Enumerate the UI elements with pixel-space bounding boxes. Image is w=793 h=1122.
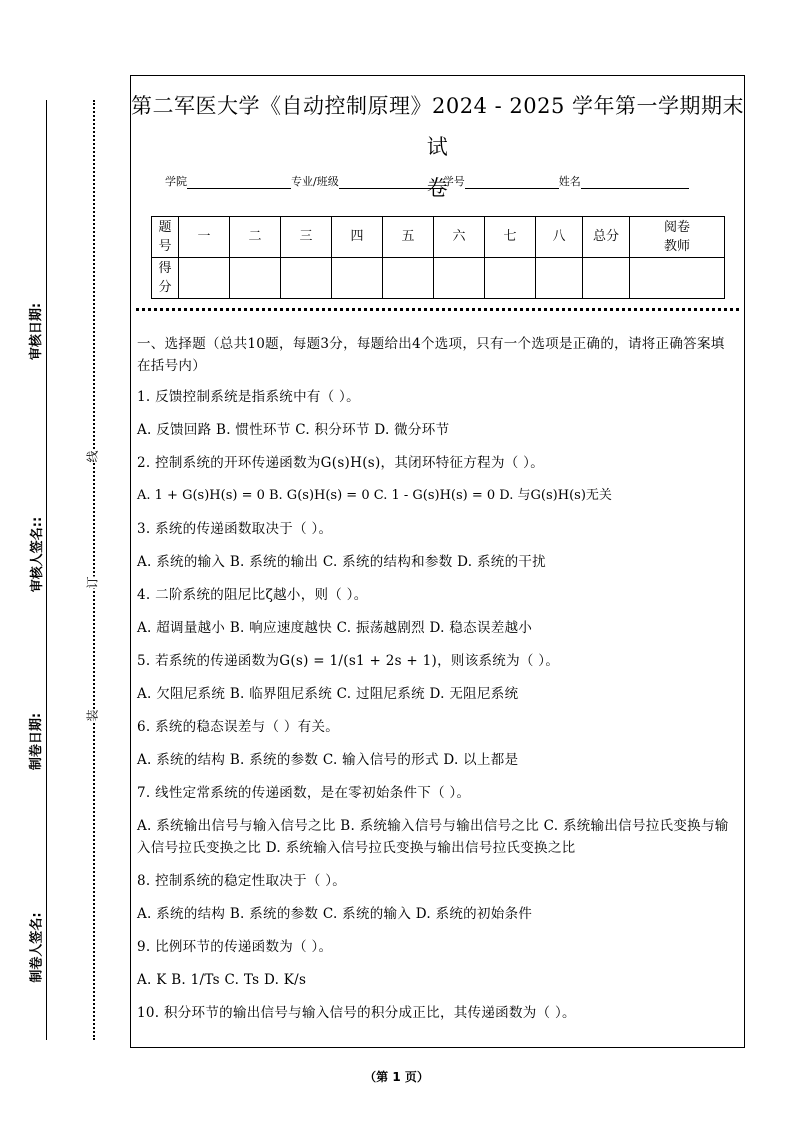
col-6: 六 bbox=[434, 217, 485, 258]
score-cell-1[interactable] bbox=[179, 258, 230, 299]
student-id-blank[interactable] bbox=[465, 176, 559, 189]
question-4-options: A. 超调量越小 B. 响应速度越快 C. 振荡越剧烈 D. 稳态误差越小 bbox=[137, 620, 533, 636]
question-9: 9. 比例环节的传递函数为（ ）。 bbox=[137, 939, 333, 955]
score-cell-4[interactable] bbox=[332, 258, 383, 299]
col-1: 一 bbox=[179, 217, 230, 258]
col-reviewer bbox=[630, 217, 725, 258]
exam-frame bbox=[130, 75, 745, 1048]
major-class-label: 专业/班级 bbox=[291, 175, 339, 188]
review-date-label: 审核日期: bbox=[29, 302, 45, 361]
name-blank[interactable] bbox=[581, 176, 689, 189]
question-6-options: A. 系统的结构 B. 系统的参数 C. 输入信号的形式 D. 以上都是 bbox=[137, 752, 519, 768]
question-3-options: A. 系统的输入 B. 系统的输出 C. 系统的结构和参数 D. 系统的干扰 bbox=[137, 554, 546, 570]
college-label: 学院 bbox=[165, 175, 187, 188]
score-table bbox=[151, 216, 725, 299]
col-8: 八 bbox=[536, 217, 583, 258]
question-4: 4. 二阶系统的阻尼比ζ越小，则（ ）。 bbox=[137, 587, 368, 603]
col-total: 总分 bbox=[583, 217, 630, 258]
question-2-options: A. 1 + G(s)H(s) = 0 B. G(s)H(s) = 0 C. 1 - G(s)H(s) = 0 D. 与G(s)H(s)无关 bbox=[137, 488, 612, 503]
question-3: 3. 系统的传递函数取决于（ ）。 bbox=[137, 521, 333, 537]
college-blank[interactable] bbox=[187, 176, 291, 189]
student-info-row bbox=[165, 173, 689, 189]
section-1-heading: 一、选择题（总共10题，每题3分，每题给出4个选项，只有一个选项是正确的，请将正确答案填在括号内） bbox=[137, 336, 725, 374]
section-1 bbox=[137, 333, 737, 1035]
question-2: 2. 控制系统的开环传递函数为G(s)H(s)，其闭环特征方程为（ ）。 bbox=[137, 455, 544, 471]
exam-title bbox=[131, 86, 744, 209]
binding-char-install: 装 bbox=[85, 709, 100, 722]
col-2: 二 bbox=[230, 217, 281, 258]
binding-dotted-line bbox=[93, 100, 95, 1040]
col-3: 三 bbox=[281, 217, 332, 258]
reviewer-label: 阅卷教师 bbox=[663, 220, 690, 254]
made-date-label: 制卷日期: bbox=[29, 712, 45, 771]
score-cell-total[interactable] bbox=[583, 258, 630, 299]
col-7: 七 bbox=[485, 217, 536, 258]
student-id-label: 学号 bbox=[442, 175, 465, 188]
question-5-options: A. 欠阻尼系统 B. 临界阻尼系统 C. 过阻尼系统 D. 无阻尼系统 bbox=[137, 686, 519, 702]
row-label-question bbox=[152, 217, 179, 258]
question-7-options: A. 系统输出信号与输入信号之比 B. 系统输入信号与输出信号之比 C. 系统输出信号拉氏变换与输入信号拉氏变换之比 D. 系统输入信号拉氏变换与输出信号拉氏变换之比 bbox=[137, 818, 729, 856]
exam-title-line2: 卷 bbox=[426, 176, 449, 200]
question-10: 10. 积分环节的输出信号与输入信号的积分成正比，其传递函数为（ ）。 bbox=[137, 1005, 576, 1021]
question-1: 1. 反馈控制系统是指系统中有（ ）。 bbox=[137, 389, 360, 405]
score-cell-reviewer[interactable] bbox=[630, 258, 725, 299]
question-no-label: 题号 bbox=[158, 220, 172, 254]
question-1-options: A. 反馈回路 B. 惯性环节 C. 积分环节 D. 微分环节 bbox=[137, 422, 450, 438]
score-cell-7[interactable] bbox=[485, 258, 536, 299]
reviewer-sign-label: 审核人签名:: bbox=[30, 516, 46, 593]
score-cell-2[interactable] bbox=[230, 258, 281, 299]
name-label: 姓名 bbox=[558, 175, 581, 188]
binding-char-order: 订 bbox=[85, 576, 100, 589]
question-8: 8. 控制系统的稳定性取决于（ ）。 bbox=[137, 873, 347, 889]
margin-solid-line bbox=[46, 100, 47, 1040]
score-table-score-row bbox=[152, 258, 725, 299]
question-6: 6. 系统的稳态误差与（ ）有关。 bbox=[137, 719, 340, 735]
row-label-score bbox=[152, 258, 179, 299]
col-5: 五 bbox=[383, 217, 434, 258]
exam-title-line1: 第二军医大学《自动控制原理》2024 - 2025 学年第一学期期末试 bbox=[131, 94, 745, 159]
question-9-options: A. K B. 1/Ts C. Ts D. K/s bbox=[137, 972, 307, 988]
question-7: 7. 线性定常系统的传递函数，是在零初始条件下（ ）。 bbox=[137, 785, 471, 801]
col-4: 四 bbox=[332, 217, 383, 258]
score-cell-6[interactable] bbox=[434, 258, 485, 299]
score-cell-3[interactable] bbox=[281, 258, 332, 299]
question-8-options: A. 系统的结构 B. 系统的参数 C. 系统的输入 D. 系统的初始条件 bbox=[137, 906, 533, 922]
question-5: 5. 若系统的传递函数为G(s) = 1/(s1 + 2s + 1)，则该系统为（ ）。 bbox=[137, 653, 560, 669]
maker-sign-label: 制卷人签名: bbox=[29, 912, 45, 983]
page-number: （第 1 页） bbox=[364, 1070, 429, 1084]
score-cell-5[interactable] bbox=[383, 258, 434, 299]
dotted-separator bbox=[136, 308, 739, 311]
major-class-blank[interactable] bbox=[339, 176, 443, 189]
score-label: 得分 bbox=[158, 261, 172, 295]
score-cell-8[interactable] bbox=[536, 258, 583, 299]
score-table-header-row bbox=[152, 217, 725, 258]
binding-char-line: 线 bbox=[85, 450, 100, 463]
